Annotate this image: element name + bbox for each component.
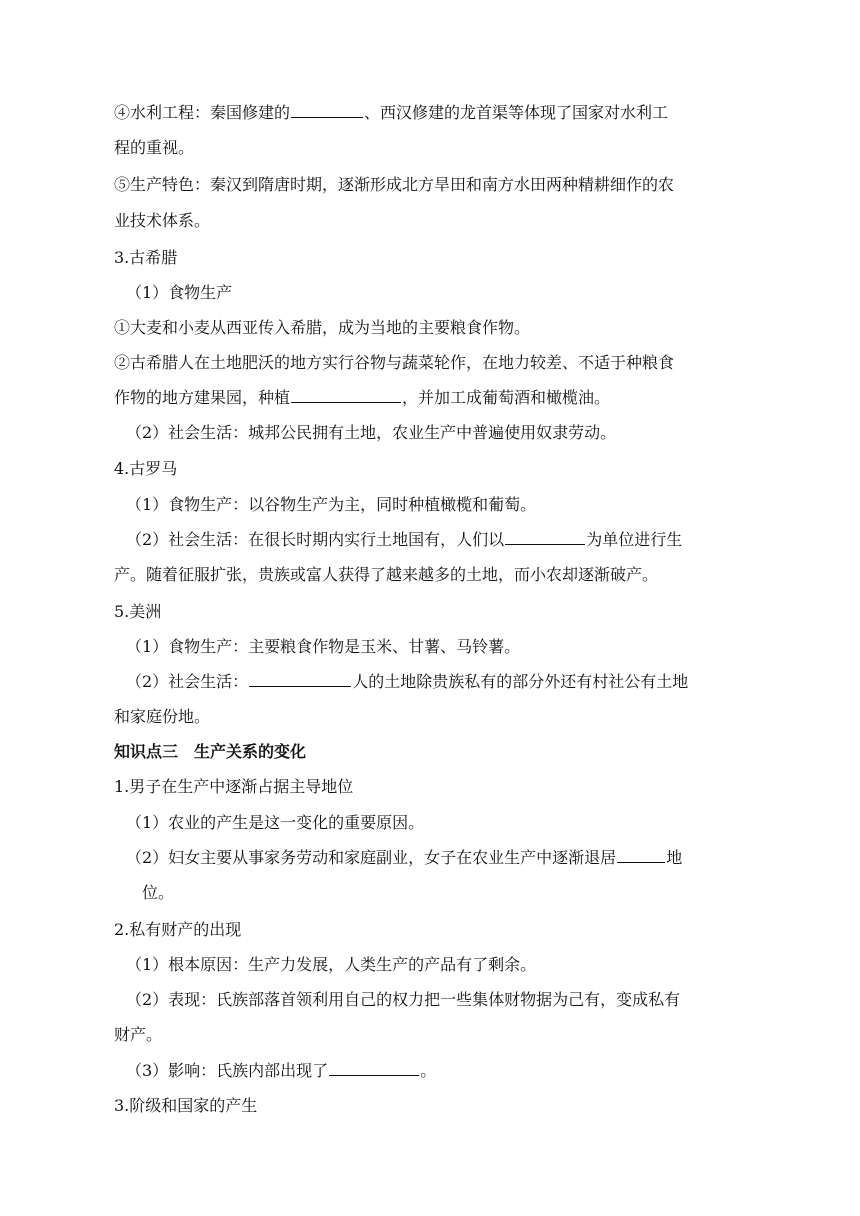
text-segment: 1.男子在生产中逐渐占据主导地位 bbox=[114, 777, 354, 796]
text-segment: 位。 bbox=[142, 883, 175, 902]
text-line bbox=[114, 700, 210, 734]
text-line bbox=[126, 416, 616, 450]
text-line bbox=[142, 876, 174, 910]
text-segment: 作物的地方建果园，种植 bbox=[114, 388, 291, 407]
text-line bbox=[114, 131, 194, 165]
text-segment: 5.美洲 bbox=[114, 602, 162, 621]
text-line bbox=[126, 488, 536, 522]
text-line bbox=[126, 665, 688, 699]
text-segment: ，并加工成葡萄酒和橄榄油。 bbox=[402, 388, 611, 407]
text-line bbox=[114, 452, 177, 486]
text-segment: 产。随着征服扩张，贵族或富人获得了越来越多的土地，而小农却逐渐破产。 bbox=[114, 565, 659, 584]
fill-in-blank bbox=[505, 529, 585, 545]
text-segment: 人的土地除贵族私有的部分外还有村社公有土地 bbox=[352, 672, 689, 691]
text-line bbox=[114, 595, 161, 629]
fill-in-blank bbox=[291, 102, 363, 118]
text-segment: 4.古罗马 bbox=[114, 459, 178, 478]
text-segment: 2.私有财产的出现 bbox=[114, 920, 242, 939]
text-segment: 知识点三 生产关系的变化 bbox=[114, 742, 307, 761]
text-segment: （2）表现：氏族部落首领利用自己的权力把一些集体财物据为己有，变成私有 bbox=[126, 990, 681, 1009]
section-heading bbox=[114, 735, 306, 769]
fill-in-blank bbox=[249, 671, 351, 687]
text-segment: 业技术体系。 bbox=[114, 211, 211, 230]
text-segment: （2）妇女主要从事家务劳动和家庭副业，女子在农业生产中逐渐退居 bbox=[126, 848, 617, 867]
text-line bbox=[126, 276, 232, 310]
fill-in-blank bbox=[291, 387, 401, 403]
fill-in-blank bbox=[617, 847, 665, 863]
text-segment: 程的重视。 bbox=[114, 138, 195, 157]
text-segment: （1）根本原因：生产力发展，人类生产的产品有了剩余。 bbox=[126, 955, 537, 974]
text-segment: 财产。 bbox=[114, 1025, 163, 1044]
text-line bbox=[126, 983, 680, 1017]
text-segment: 、西汉修建的龙首渠等体现了国家对水利工 bbox=[364, 103, 669, 122]
text-line bbox=[114, 1089, 257, 1123]
text-segment: （2）社会生活：城邦公民拥有土地，农业生产中普遍使用奴隶劳动。 bbox=[126, 423, 617, 442]
text-line bbox=[126, 841, 682, 875]
text-segment: （2）社会生活： bbox=[126, 672, 249, 691]
text-segment: ②古希腊人在土地肥沃的地方实行谷物与蔬菜轮作，在地力较差、不适于种粮食 bbox=[114, 353, 675, 372]
text-segment: 和家庭份地。 bbox=[114, 707, 211, 726]
text-segment: 为单位进行生 bbox=[586, 530, 683, 549]
text-segment: （1）食物生产：主要粮食作物是玉米、甘薯、马铃薯。 bbox=[126, 637, 521, 656]
text-line bbox=[126, 630, 520, 664]
text-line bbox=[114, 168, 674, 202]
text-segment: ①大麦和小麦从西亚传入希腊，成为当地的主要粮食作物。 bbox=[114, 318, 531, 337]
text-segment: 地 bbox=[666, 848, 683, 867]
text-line bbox=[114, 311, 530, 345]
text-segment: （1）食物生产 bbox=[126, 283, 233, 302]
text-line bbox=[114, 1018, 162, 1052]
text-line bbox=[114, 241, 177, 275]
text-line bbox=[126, 523, 682, 557]
text-segment: （2）社会生活：在很长时期内实行土地国有，人们以 bbox=[126, 530, 505, 549]
text-line bbox=[114, 204, 210, 238]
text-line bbox=[126, 948, 536, 982]
text-line bbox=[126, 806, 424, 840]
text-line bbox=[126, 1054, 436, 1088]
text-segment: （1）农业的产生是这一变化的重要原因。 bbox=[126, 813, 425, 832]
text-line bbox=[114, 96, 668, 130]
text-segment: （3）影响：氏族内部出现了 bbox=[126, 1061, 329, 1080]
text-line bbox=[114, 346, 674, 380]
text-segment: （1）食物生产：以谷物生产为主，同时种植橄榄和葡萄。 bbox=[126, 495, 537, 514]
text-segment: ⑤生产特色：秦汉到隋唐时期，逐渐形成北方旱田和南方水田两种精耕细作的农 bbox=[114, 175, 675, 194]
text-line bbox=[114, 770, 353, 804]
fill-in-blank bbox=[329, 1060, 419, 1076]
text-line bbox=[114, 381, 610, 415]
text-segment: 3.阶级和国家的产生 bbox=[114, 1096, 258, 1115]
text-line bbox=[114, 913, 241, 947]
text-segment: 3.古希腊 bbox=[114, 248, 178, 267]
text-line bbox=[114, 558, 658, 592]
text-segment: ④水利工程：秦国修建的 bbox=[114, 103, 291, 122]
text-segment: 。 bbox=[420, 1061, 437, 1080]
